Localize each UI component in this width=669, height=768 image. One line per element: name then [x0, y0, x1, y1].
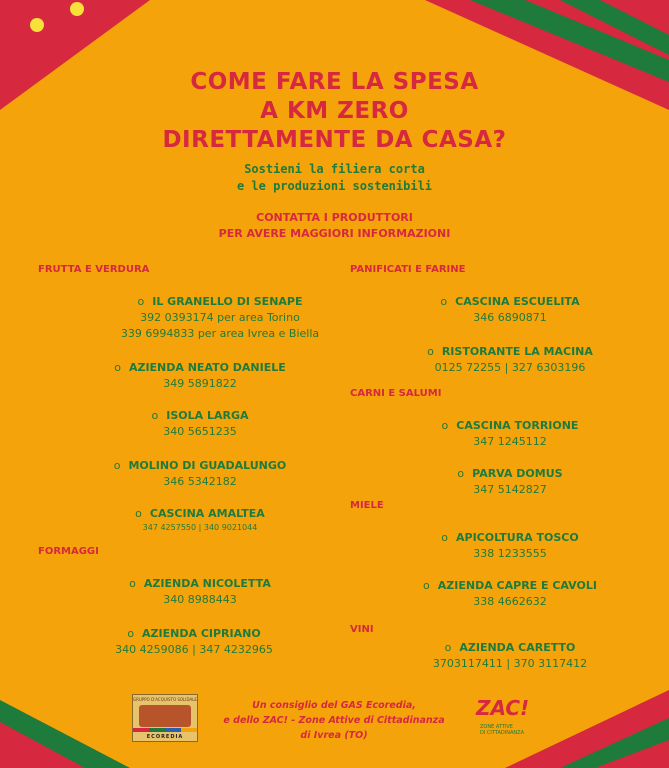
- subtitle-line: Sostieni la filiera corta: [244, 162, 425, 176]
- bullet-icon: o: [427, 345, 434, 358]
- bullet-icon: o: [114, 361, 121, 374]
- producer-azienda-capre-e-cavoli: [400, 578, 620, 610]
- category-miele: MIELE: [350, 500, 384, 511]
- producer-name: o AZIENDA CIPRIANO: [127, 627, 261, 640]
- footer-credit: [218, 698, 450, 743]
- gas-logo-bottom-text: ECOREDIA: [146, 734, 184, 740]
- title-line: DIRETTAMENTE DA CASA?: [162, 127, 507, 153]
- bullet-icon: o: [440, 295, 448, 308]
- producer-name: o CASCINA AMALTEA: [135, 507, 265, 520]
- producer-granello-di-senape: [100, 294, 340, 342]
- producer-name: o AZIENDA NICOLETTA: [129, 577, 271, 590]
- bullet-icon: o: [127, 627, 135, 640]
- category-carni-salumi: CARNI E SALUMI: [350, 388, 442, 399]
- zac-logo: [476, 696, 536, 742]
- bullet-icon: o: [135, 507, 142, 520]
- contact-line: CONTATTA I PRODUTTORI: [256, 211, 413, 224]
- category-frutta-verdura: FRUTTA E VERDURA: [38, 264, 150, 275]
- category-vini: VINI: [350, 624, 374, 635]
- producer-molino-di-guadalungo: [80, 458, 320, 490]
- producer-name: o RISTORANTE LA MACINA: [427, 345, 593, 358]
- gas-logo-stripes: [133, 728, 197, 732]
- producer-name: o IL GRANELLO DI SENAPE: [137, 295, 303, 308]
- gas-ecoredia-logo: [132, 694, 198, 742]
- title-line: A KM ZERO: [260, 98, 409, 124]
- producer-name: o CASCINA ESCUELITA: [440, 295, 580, 308]
- bullet-icon: o: [457, 467, 465, 480]
- producer-phone: 347 4257550 | 340 9021044: [142, 523, 258, 532]
- producer-phone: 346 6890871: [473, 311, 547, 324]
- producer-name: o AZIENDA CAPRE E CAVOLI: [423, 579, 597, 592]
- producer-phone: 338 1233555: [473, 547, 547, 560]
- producer-phone: 349 5891822: [163, 377, 237, 390]
- producer-azienda-caretto: [400, 640, 620, 672]
- producer-neato-daniele: [80, 360, 320, 392]
- producer-phone: 0125 72255 | 327 6303196: [434, 361, 586, 374]
- bullet-icon: o: [137, 295, 145, 308]
- producer-parva-domus: [400, 466, 620, 498]
- producer-phone: 3703117411 | 370 3117412: [432, 657, 588, 670]
- subtitle: [0, 161, 669, 195]
- producer-isola-larga: [80, 408, 320, 440]
- producer-phone: 340 8988443: [163, 593, 237, 606]
- producer-phone: 340 5651235: [163, 425, 237, 438]
- title-line: COME FARE LA SPESA: [190, 69, 479, 95]
- contact-heading: [0, 210, 669, 242]
- bullet-icon: o: [151, 409, 159, 422]
- yellow-dot-2: [70, 2, 84, 16]
- producer-cascina-escuelita: [400, 294, 620, 326]
- producer-name: o ISOLA LARGA: [151, 409, 249, 422]
- category-panificati-farine: PANIFICATI E FARINE: [350, 264, 466, 275]
- bullet-icon: o: [444, 641, 452, 654]
- producer-phone: 346 5342182: [163, 475, 237, 488]
- footer-line: di Ivrea (TO): [300, 730, 368, 741]
- producer-name: o APICOLTURA TOSCO: [441, 531, 579, 544]
- gas-logo-image: [139, 705, 191, 727]
- bullet-icon: o: [129, 577, 136, 590]
- producer-azienda-cipriano: [74, 626, 314, 658]
- producer-apicoltura-tosco: [400, 530, 620, 562]
- producer-phone: 392 0393174 per area Torino: [140, 311, 300, 324]
- producer-name: o MOLINO DI GUADALUNGO: [113, 459, 287, 472]
- footer-line: Un consiglio del GAS Ecoredia,: [252, 700, 416, 711]
- producer-cascina-torrione: [400, 418, 620, 450]
- contact-line: PER AVERE MAGGIORI INFORMAZIONI: [218, 227, 451, 240]
- bullet-icon: o: [113, 459, 121, 472]
- footer-line: e dello ZAC! - Zone Attive di Cittadinanza: [223, 715, 445, 726]
- producer-name: o PARVA DOMUS: [457, 467, 563, 480]
- producer-phone: 340 4259086 | 347 4232965: [115, 643, 273, 656]
- producer-phone: 338 4662632: [473, 595, 547, 608]
- bullet-icon: o: [441, 419, 449, 432]
- producer-azienda-nicoletta: [80, 576, 320, 608]
- zac-logo-subtitle: ZONE ATTIVE DI CITTADINANZA: [480, 724, 525, 736]
- producer-phone: 347 5142827: [473, 483, 547, 496]
- producer-name: o AZIENDA NEATO DANIELE: [114, 361, 286, 374]
- zac-logo-mark: ZAC!: [476, 696, 530, 720]
- producer-name: o AZIENDA CARETTO: [444, 641, 576, 654]
- producer-phone: 339 6994833 per area Ivrea e Biella: [120, 327, 320, 340]
- producer-ristorante-la-macina: [400, 344, 620, 376]
- producer-name: o CASCINA TORRIONE: [441, 419, 579, 432]
- yellow-dot-1: [30, 18, 44, 32]
- producer-cascina-amaltea: [80, 506, 320, 534]
- bullet-icon: o: [441, 531, 448, 544]
- producer-phone: 347 1245112: [473, 435, 547, 448]
- subtitle-line: e le produzioni sostenibili: [236, 179, 433, 193]
- main-title: [0, 68, 669, 155]
- gas-logo-top-text: GRUPPO D'ACQUISTO SOLIDALE: [133, 697, 197, 702]
- category-formaggi: FORMAGGI: [38, 546, 99, 557]
- bullet-icon: o: [423, 579, 430, 592]
